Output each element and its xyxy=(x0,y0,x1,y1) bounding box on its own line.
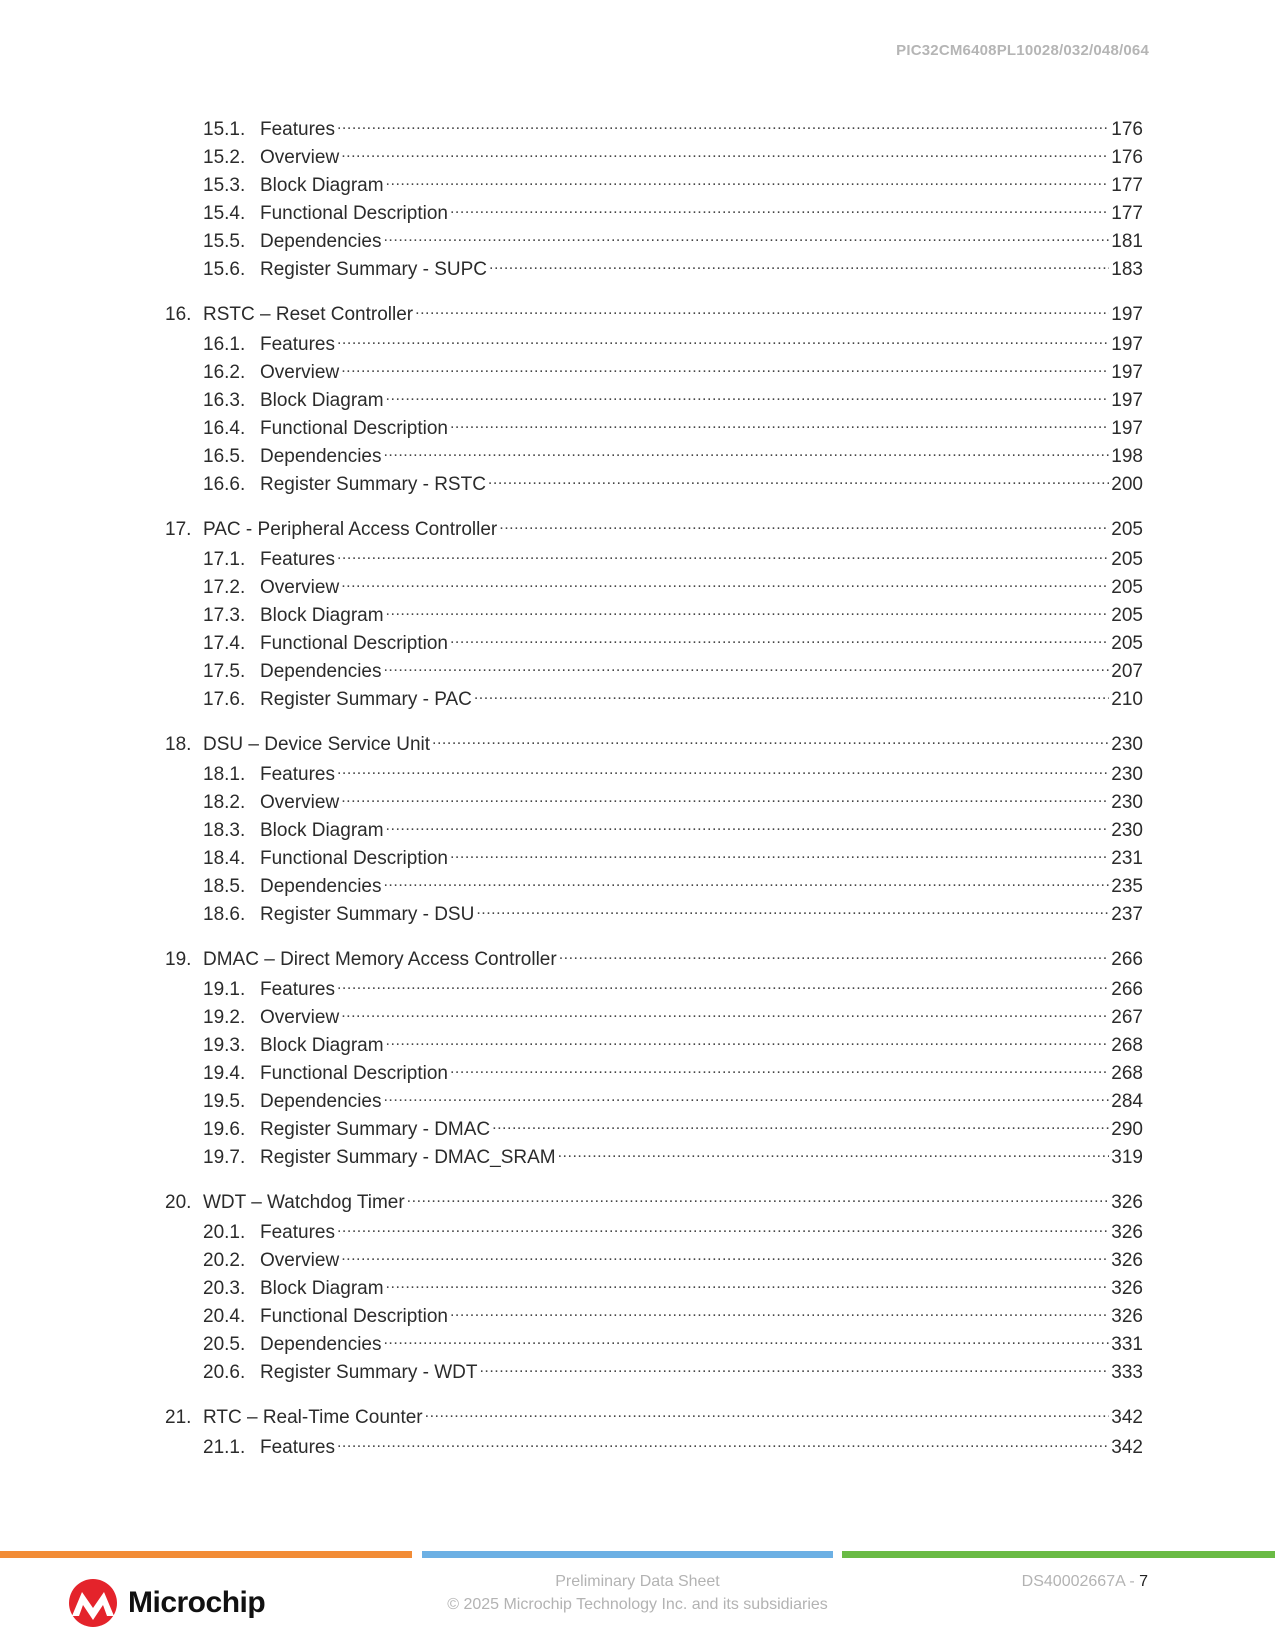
toc-subsection-number: 16.6. xyxy=(203,474,246,495)
toc-subsection-title[interactable]: Overview xyxy=(260,1250,340,1271)
toc-dot-leader xyxy=(386,167,1110,195)
toc-subsection-page[interactable]: 326 xyxy=(1111,1250,1143,1271)
toc-section-title[interactable]: DMAC – Direct Memory Access Controller xyxy=(203,949,557,970)
toc-dot-leader xyxy=(386,382,1110,410)
toc-dot-leader xyxy=(341,1242,1109,1270)
toc-dot-leader xyxy=(425,1399,1110,1427)
toc-subsection-title[interactable]: Register Summary - SUPC xyxy=(260,259,487,280)
toc-dot-leader xyxy=(407,1184,1110,1212)
toc-section-title[interactable]: PAC - Peripheral Access Controller xyxy=(203,519,498,540)
toc-subsection-number: 17.5. xyxy=(203,661,246,682)
toc-dot-leader xyxy=(341,999,1109,1027)
toc-subsection-title[interactable]: Register Summary - PAC xyxy=(260,689,472,710)
toc-subsection-page[interactable]: 177 xyxy=(1111,203,1143,224)
toc-subsection-title[interactable]: Features xyxy=(260,119,335,140)
toc-subsection-page[interactable]: 207 xyxy=(1111,661,1143,682)
toc-subsection-title[interactable]: Block Diagram xyxy=(260,820,384,841)
toc-subsection-title[interactable]: Block Diagram xyxy=(260,605,384,626)
toc-subsection-title[interactable]: Features xyxy=(260,1437,335,1458)
toc-subsection-page[interactable]: 230 xyxy=(1111,764,1143,785)
toc-subsection-title[interactable]: Functional Description xyxy=(260,633,448,654)
toc-subsection-page[interactable]: 197 xyxy=(1111,362,1143,383)
toc-dot-leader xyxy=(386,1270,1110,1298)
toc-subsection-page[interactable]: 198 xyxy=(1111,446,1143,467)
toc-subsection-number: 15.2. xyxy=(203,147,246,168)
toc-subsection-number: 16.3. xyxy=(203,390,246,411)
toc-dot-leader xyxy=(492,1111,1109,1139)
toc-subsection-number: 19.1. xyxy=(203,979,246,1000)
toc-subsection-title[interactable]: Features xyxy=(260,334,335,355)
toc-subsection-row[interactable] xyxy=(165,686,1143,714)
toc-subsection-number: 18.4. xyxy=(203,848,246,869)
toc-dot-leader xyxy=(337,111,1109,139)
toc-subsection-title[interactable]: Block Diagram xyxy=(260,390,384,411)
toc-subsection-page[interactable]: 326 xyxy=(1111,1306,1143,1327)
toc-subsection-page[interactable]: 183 xyxy=(1111,259,1143,280)
toc-subsection-page[interactable]: 268 xyxy=(1111,1063,1143,1084)
toc-section-title[interactable]: RTC – Real-Time Counter xyxy=(203,1407,423,1428)
toc-dot-leader xyxy=(559,941,1110,969)
toc-subsection-title[interactable]: Overview xyxy=(260,792,340,813)
toc-dot-leader xyxy=(476,896,1109,924)
toc-subsection-title[interactable]: Functional Description xyxy=(260,1306,448,1327)
toc-dot-leader xyxy=(386,597,1110,625)
toc-dot-leader xyxy=(383,223,1109,251)
toc-subsection-number: 16.5. xyxy=(203,446,246,467)
toc-subsection-row[interactable] xyxy=(165,256,1143,284)
toc-section-number: 18. xyxy=(165,734,192,755)
toc-dot-leader xyxy=(341,139,1109,167)
toc-dot-leader xyxy=(337,1429,1109,1457)
toc-section-title[interactable]: WDT – Watchdog Timer xyxy=(203,1192,405,1213)
toc-dot-leader xyxy=(337,1214,1109,1242)
toc-subsection-page[interactable]: 290 xyxy=(1111,1119,1143,1140)
toc-section-row[interactable] xyxy=(165,301,1143,329)
toc-subsection-number: 15.4. xyxy=(203,203,246,224)
toc-subsection-page[interactable]: 197 xyxy=(1111,334,1143,355)
toc-dot-leader xyxy=(450,840,1109,868)
toc-subsection-title[interactable]: Block Diagram xyxy=(260,1035,384,1056)
toc-subsection-number: 20.6. xyxy=(203,1362,246,1383)
microchip-logo-text: Microchip xyxy=(128,1586,266,1619)
toc-subsection-number: 19.5. xyxy=(203,1091,246,1112)
toc-dot-leader xyxy=(383,1326,1109,1354)
toc-subsection-page[interactable]: 205 xyxy=(1111,605,1143,626)
toc-dot-leader xyxy=(383,438,1109,466)
footer-sheet-type: Preliminary Data Sheet xyxy=(555,1573,720,1590)
toc-subsection-title[interactable]: Dependencies xyxy=(260,1091,382,1112)
toc-dot-leader xyxy=(450,625,1109,653)
footer-bar-blue xyxy=(422,1551,833,1558)
toc-subsection-page[interactable]: 200 xyxy=(1111,474,1143,495)
toc-subsection-number: 20.5. xyxy=(203,1334,246,1355)
toc-subsection-number: 18.5. xyxy=(203,876,246,897)
toc-subsection-number: 15.1. xyxy=(203,119,246,140)
toc-subsection-page[interactable]: 231 xyxy=(1111,848,1143,869)
footer-doc-number: DS40002667A xyxy=(1021,1573,1125,1590)
toc-dot-leader xyxy=(337,971,1109,999)
toc-subsection-title[interactable]: Features xyxy=(260,979,335,1000)
toc-subsection-page[interactable]: 176 xyxy=(1111,119,1143,140)
footer-page-number: 7 xyxy=(1139,1573,1148,1590)
toc-subsection-page[interactable]: 230 xyxy=(1111,820,1143,841)
toc-section-row[interactable] xyxy=(165,516,1143,544)
toc-subsection-row[interactable] xyxy=(165,471,1143,499)
toc-subsection-number: 15.5. xyxy=(203,231,246,252)
toc-subsection-row[interactable] xyxy=(165,1359,1143,1387)
toc-subsection-page[interactable]: 319 xyxy=(1111,1147,1143,1168)
toc-subsection-row[interactable] xyxy=(165,1144,1143,1172)
toc-dot-leader xyxy=(337,541,1109,569)
toc-subsection-page[interactable]: 205 xyxy=(1111,549,1143,570)
table-of-contents xyxy=(165,116,1143,1462)
toc-section-number: 20. xyxy=(165,1192,192,1213)
toc-dot-leader xyxy=(383,868,1109,896)
toc-subsection-title[interactable]: Overview xyxy=(260,577,340,598)
toc-section-title[interactable]: DSU – Device Service Unit xyxy=(203,734,431,755)
footer-bar-orange xyxy=(0,1551,412,1558)
toc-subsection-title[interactable]: Register Summary - DMAC_SRAM xyxy=(260,1147,556,1168)
toc-subsection-title[interactable]: Register Summary - DMAC xyxy=(260,1119,491,1140)
toc-dot-leader xyxy=(450,410,1109,438)
toc-subsection-page[interactable]: 230 xyxy=(1111,792,1143,813)
toc-subsection-title[interactable]: Overview xyxy=(260,147,340,168)
toc-subsection-number: 20.1. xyxy=(203,1222,246,1243)
toc-subsection-title[interactable]: Functional Description xyxy=(260,848,448,869)
toc-section-page[interactable]: 326 xyxy=(1111,1192,1143,1213)
toc-subsection-page[interactable]: 268 xyxy=(1111,1035,1143,1056)
toc-dot-leader xyxy=(386,1027,1110,1055)
toc-subsection-number: 18.6. xyxy=(203,904,246,925)
toc-subsection-page[interactable]: 333 xyxy=(1111,1362,1143,1383)
toc-subsection-title[interactable]: Functional Description xyxy=(260,1063,448,1084)
toc-subsection-number: 16.1. xyxy=(203,334,246,355)
toc-section-number: 19. xyxy=(165,949,192,970)
toc-subsection-page[interactable]: 197 xyxy=(1111,390,1143,411)
toc-section-page[interactable]: 205 xyxy=(1111,519,1143,540)
toc-subsection-number: 21.1. xyxy=(203,1437,246,1458)
toc-subsection-number: 16.4. xyxy=(203,418,246,439)
toc-subsection-page[interactable]: 326 xyxy=(1111,1222,1143,1243)
toc-subsection-row[interactable] xyxy=(165,1434,1143,1462)
toc-dot-leader xyxy=(489,251,1109,279)
toc-subsection-title[interactable]: Functional Description xyxy=(260,203,448,224)
toc-dot-leader xyxy=(341,784,1109,812)
toc-dot-leader xyxy=(383,1083,1109,1111)
toc-subsection-number: 20.3. xyxy=(203,1278,246,1299)
toc-dot-leader xyxy=(341,354,1109,382)
footer-copyright: © 2025 Microchip Technology Inc. and its subsidiaries xyxy=(447,1596,828,1613)
toc-dot-leader xyxy=(450,195,1109,223)
toc-section-page[interactable]: 266 xyxy=(1111,949,1143,970)
toc-subsection-title[interactable]: Features xyxy=(260,764,335,785)
toc-subsection-number: 17.3. xyxy=(203,605,246,626)
toc-subsection-page[interactable]: 176 xyxy=(1111,147,1143,168)
toc-section-number: 17. xyxy=(165,519,192,540)
toc-subsection-page[interactable]: 205 xyxy=(1111,633,1143,654)
toc-subsection-title[interactable]: Functional Description xyxy=(260,418,448,439)
toc-section-page[interactable]: 197 xyxy=(1111,304,1143,325)
toc-dot-leader xyxy=(386,812,1110,840)
toc-subsection-title[interactable]: Dependencies xyxy=(260,876,382,897)
toc-subsection-row[interactable] xyxy=(165,901,1143,929)
toc-subsection-number: 18.3. xyxy=(203,820,246,841)
toc-subsection-number: 17.1. xyxy=(203,549,246,570)
toc-dot-leader xyxy=(415,296,1109,324)
toc-dot-leader xyxy=(479,1354,1109,1382)
toc-dot-leader xyxy=(558,1139,1110,1167)
toc-section-row[interactable] xyxy=(165,1189,1143,1217)
footer-separator: - xyxy=(1124,1573,1140,1590)
toc-dot-leader xyxy=(337,326,1109,354)
toc-subsection-page[interactable]: 210 xyxy=(1111,689,1143,710)
toc-section-page[interactable]: 342 xyxy=(1111,1407,1143,1428)
toc-dot-leader xyxy=(450,1298,1109,1326)
toc-subsection-number: 17.4. xyxy=(203,633,246,654)
toc-subsection-page[interactable]: 342 xyxy=(1111,1437,1143,1458)
toc-subsection-title[interactable]: Features xyxy=(260,1222,335,1243)
toc-subsection-title[interactable]: Dependencies xyxy=(260,231,382,252)
toc-subsection-page[interactable]: 267 xyxy=(1111,1007,1143,1028)
toc-section-number: 16. xyxy=(165,304,192,325)
toc-subsection-number: 19.4. xyxy=(203,1063,246,1084)
header-doc-title: PIC32CM6408PL10028/032/048/064 xyxy=(896,42,1149,59)
toc-subsection-title[interactable]: Register Summary - DSU xyxy=(260,904,475,925)
toc-dot-leader xyxy=(499,511,1109,539)
toc-subsection-page[interactable]: 326 xyxy=(1111,1278,1143,1299)
toc-subsection-page[interactable]: 237 xyxy=(1111,904,1143,925)
toc-subsection-number: 19.7. xyxy=(203,1147,246,1168)
toc-subsection-number: 19.6. xyxy=(203,1119,246,1140)
toc-subsection-number: 15.3. xyxy=(203,175,246,196)
toc-subsection-number: 19.3. xyxy=(203,1035,246,1056)
toc-subsection-page[interactable]: 181 xyxy=(1111,231,1143,252)
toc-section-row[interactable] xyxy=(165,1404,1143,1432)
toc-subsection-title[interactable]: Dependencies xyxy=(260,1334,382,1355)
toc-subsection-number: 17.6. xyxy=(203,689,246,710)
toc-dot-leader xyxy=(450,1055,1109,1083)
toc-subsection-page[interactable]: 331 xyxy=(1111,1334,1143,1355)
toc-subsection-title[interactable]: Overview xyxy=(260,362,340,383)
footer-doc-ref xyxy=(1022,1570,1148,1593)
toc-subsection-page[interactable]: 266 xyxy=(1111,979,1143,1000)
toc-subsection-title[interactable]: Block Diagram xyxy=(260,175,384,196)
toc-dot-leader xyxy=(488,466,1109,494)
toc-subsection-page[interactable]: 235 xyxy=(1111,876,1143,897)
toc-subsection-number: 15.6. xyxy=(203,259,246,280)
toc-subsection-title[interactable]: Register Summary - WDT xyxy=(260,1362,478,1383)
toc-section-number: 21. xyxy=(165,1407,192,1428)
toc-subsection-page[interactable]: 284 xyxy=(1111,1091,1143,1112)
toc-subsection-title[interactable]: Block Diagram xyxy=(260,1278,384,1299)
toc-subsection-title[interactable]: Dependencies xyxy=(260,446,382,467)
toc-subsection-page[interactable]: 177 xyxy=(1111,175,1143,196)
toc-dot-leader xyxy=(341,569,1109,597)
toc-dot-leader xyxy=(474,681,1109,709)
toc-subsection-number: 18.1. xyxy=(203,764,246,785)
toc-section-row[interactable] xyxy=(165,731,1143,759)
toc-subsection-number: 17.2. xyxy=(203,577,246,598)
toc-subsection-number: 20.4. xyxy=(203,1306,246,1327)
toc-subsection-title[interactable]: Register Summary - RSTC xyxy=(260,474,486,495)
toc-subsection-title[interactable]: Dependencies xyxy=(260,661,382,682)
toc-section-page[interactable]: 230 xyxy=(1111,734,1143,755)
toc-dot-leader xyxy=(337,756,1109,784)
toc-section-row[interactable] xyxy=(165,946,1143,974)
toc-subsection-number: 18.2. xyxy=(203,792,246,813)
toc-subsection-title[interactable]: Features xyxy=(260,549,335,570)
toc-subsection-number: 16.2. xyxy=(203,362,246,383)
toc-subsection-page[interactable]: 197 xyxy=(1111,418,1143,439)
toc-subsection-page[interactable]: 205 xyxy=(1111,577,1143,598)
toc-subsection-title[interactable]: Overview xyxy=(260,1007,340,1028)
footer-bar-green xyxy=(842,1551,1275,1558)
toc-subsection-number: 19.2. xyxy=(203,1007,246,1028)
toc-dot-leader xyxy=(432,726,1109,754)
toc-dot-leader xyxy=(383,653,1109,681)
toc-section-title[interactable]: RSTC – Reset Controller xyxy=(203,304,414,325)
toc-subsection-number: 20.2. xyxy=(203,1250,246,1271)
